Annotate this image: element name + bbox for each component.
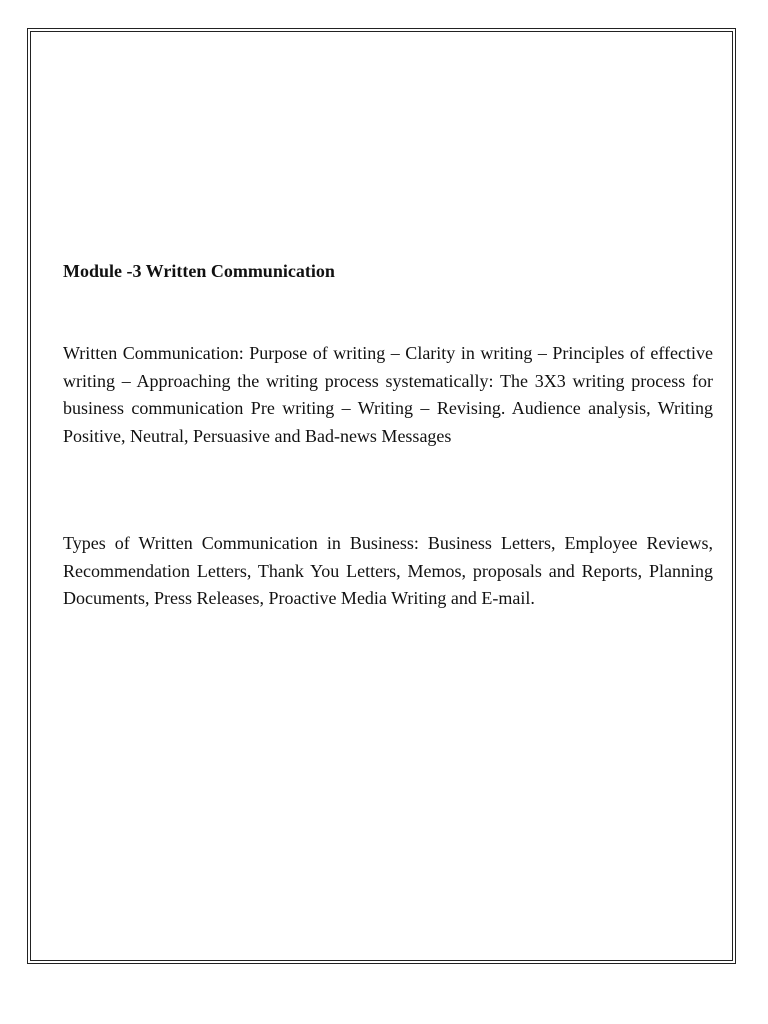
syllabus-paragraph-written-communication: Written Communication: Purpose of writing – Clarity in writing – Principles of effective writing – Approaching the writing process systematically: The 3X3 writing process for business communication Pre writing – Writing – Revising. Audience analysis, Writing Positive, Neutral, Persuasive and Bad-news Messages [63, 343, 713, 446]
page-border [30, 31, 733, 961]
syllabus-paragraph-types-of-communication: Types of Written Communication in Business: Business Letters, Employee Reviews, Recommendation Letters, Thank You Letters, Memos, proposals and Reports, Planning Documents, Press Releases, Proactive Media Writing and E-mail. [63, 533, 713, 608]
module-title: Module -3 Written Communication [63, 261, 335, 281]
